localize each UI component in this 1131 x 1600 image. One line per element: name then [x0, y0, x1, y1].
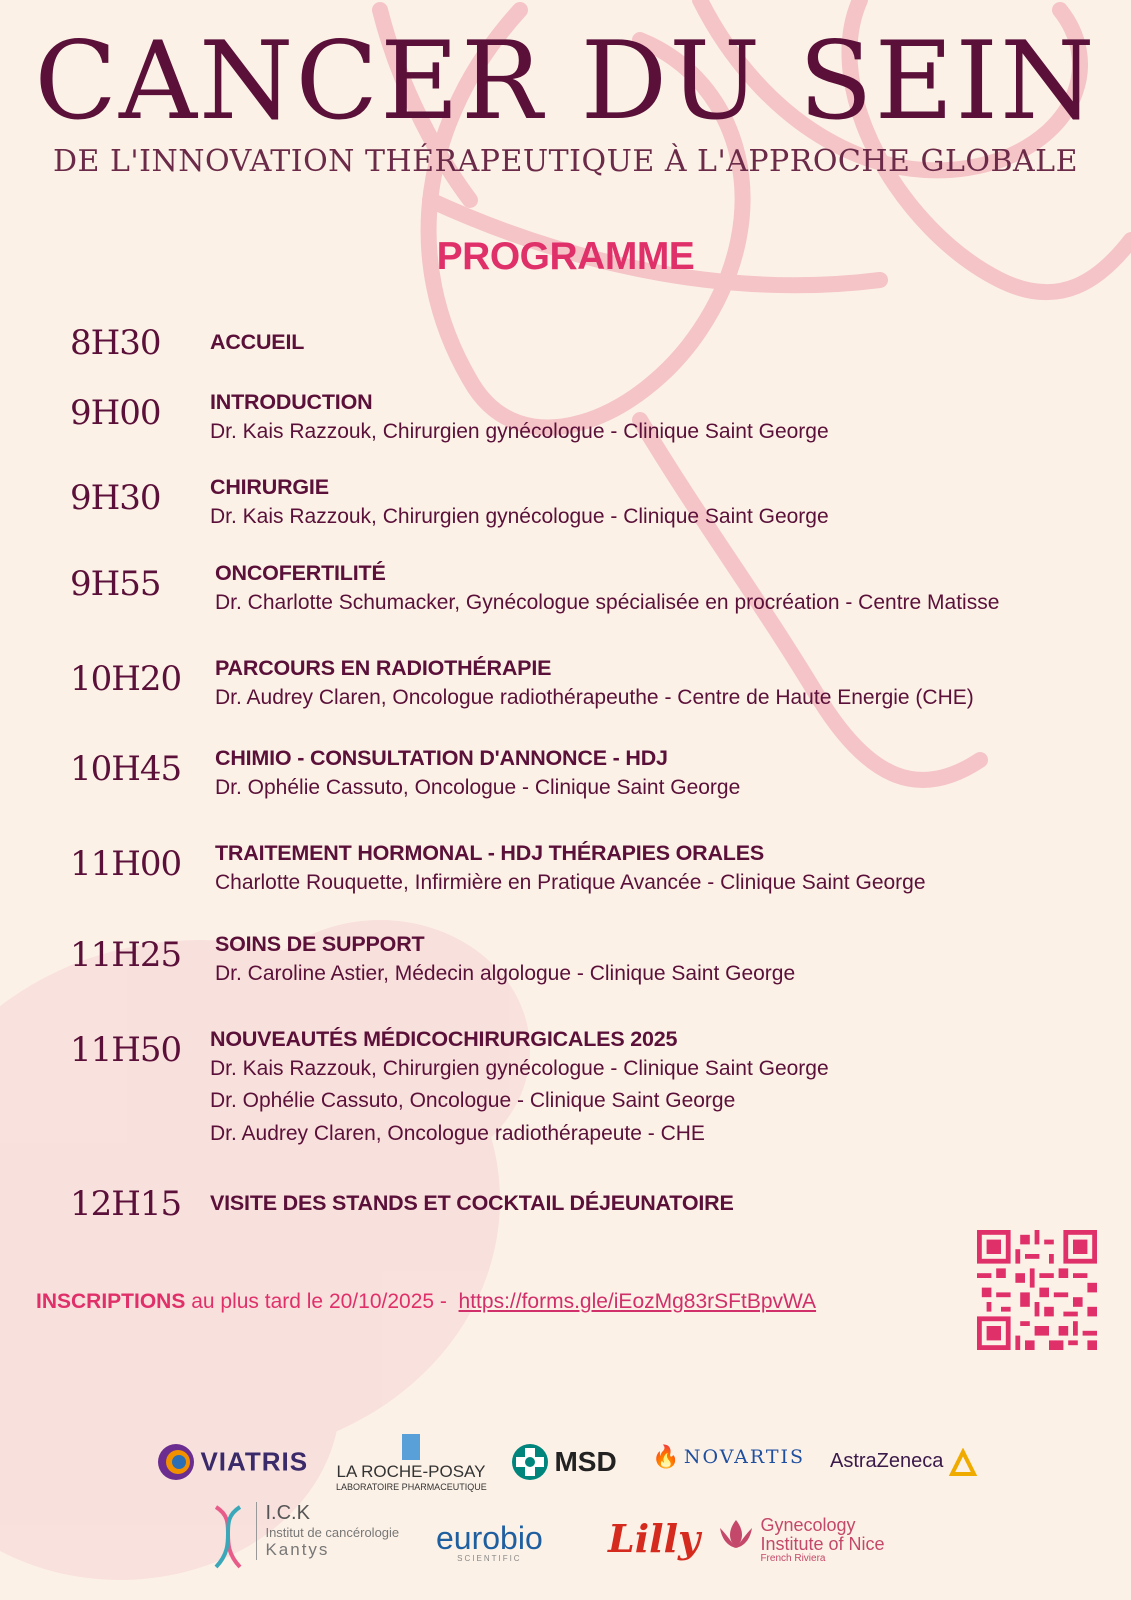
session-title: PARCOURS EN RADIOTHÉRAPIE [215, 656, 552, 680]
session-time: 9H00 [70, 393, 161, 433]
session-details [210, 390, 829, 448]
programme-heading: PROGRAMME [436, 235, 695, 278]
session-speaker: Dr. Kais Razzouk, Chirurgien gynécologue - Clinique Saint George [210, 419, 829, 443]
session-details [210, 475, 829, 533]
session-title: NOUVEAUTÉS MÉDICOCHIRURGICALES 2025 [210, 1027, 678, 1051]
registration-link[interactable]: https://forms.gle/iEozMg83rSFtBpvWA [458, 1290, 817, 1313]
viatris-name: VIATRIS [200, 1446, 309, 1477]
session-title: ONCOFERTILITÉ [215, 561, 386, 585]
gin-line3: French Riviera [760, 1552, 826, 1564]
session-time: 11H00 [70, 844, 182, 884]
session-speaker: Dr. Audrey Claren, Oncologue radiothérapeute - CHE [210, 1121, 705, 1145]
msd-name: MSD [554, 1446, 617, 1477]
session-title: ACCUEIL [210, 330, 305, 354]
session-time: 11H25 [70, 935, 182, 975]
session-speaker: Charlotte Rouquette, Infirmière en Pratique Avancée - Clinique Saint George [215, 870, 926, 894]
session-details [210, 330, 304, 356]
eurobio-sub: SCIENTIFIC [457, 1554, 522, 1563]
session-speaker: Dr. Caroline Astier, Médecin algologue - Clinique Saint George [215, 961, 796, 985]
novartis-flame-icon: 🔥 [652, 1444, 680, 1469]
lilly-name: Lilly [608, 1516, 701, 1561]
msd-logo [510, 1442, 617, 1482]
eurobio-logo [436, 1522, 543, 1563]
qr-code[interactable] [977, 1230, 1097, 1350]
novartis-name: NOVARTIS [683, 1446, 806, 1468]
session-details [215, 932, 795, 990]
session-details [215, 746, 740, 804]
eurobio-name: eurobio [436, 1520, 543, 1556]
session-speaker: Dr. Kais Razzouk, Chirurgien gynécologue - Clinique Saint George [210, 1056, 829, 1080]
session-title: CHIMIO - CONSULTATION D'ANNONCE - HDJ [215, 746, 668, 770]
session-title: INTRODUCTION [210, 390, 373, 414]
session-details [215, 561, 999, 619]
session-details [210, 1027, 829, 1150]
session-time: 10H45 [70, 749, 182, 789]
page-title: CANCER DU SEIN [34, 19, 1097, 144]
astrazeneca-logo [830, 1448, 978, 1478]
lilly-logo [608, 1516, 700, 1561]
astrazeneca-name: AstraZeneca [830, 1450, 944, 1473]
ick-name: I.C.K [265, 1502, 310, 1524]
page-subtitle: DE L'INNOVATION THÉRAPEUTIQUE À L'APPROCHE GLOBALE [53, 144, 1078, 179]
la-roche-posay-icon [402, 1434, 420, 1460]
session-time: 9H55 [70, 564, 161, 604]
session-time: 9H30 [70, 478, 161, 518]
registration-deadline: au plus tard le 20/10/2025 - [185, 1290, 459, 1313]
la-roche-posay-sub: LABORATOIRE PHARMACEUTIQUE [336, 1482, 487, 1492]
session-title: CHIRURGIE [210, 475, 329, 499]
gin-line2: Institute of Nice [760, 1533, 885, 1554]
registration-line [36, 1290, 816, 1314]
ick-logo [208, 1502, 399, 1572]
session-time: 10H20 [70, 659, 182, 699]
gin-line1: Gynecology [760, 1515, 856, 1535]
la-roche-posay-name: LA ROCHE-POSAY [336, 1462, 486, 1481]
session-time: 12H15 [70, 1184, 182, 1224]
ick-sub1: Institut de cancérologie [265, 1525, 400, 1540]
astrazeneca-icon [948, 1448, 978, 1478]
session-speaker: Dr. Audrey Claren, Oncologue radiothérapeuthe - Centre de Haute Energie (CHE) [215, 685, 974, 709]
session-details [215, 656, 974, 714]
gynecology-institute-logo [716, 1516, 885, 1564]
session-title: VISITE DES STANDS ET COCKTAIL DÉJEUNATOIRE [210, 1191, 734, 1215]
ick-dna-icon [208, 1502, 248, 1572]
session-time: 11H50 [70, 1030, 182, 1070]
session-speaker: Dr. Charlotte Schumacker, Gynécologue spécialisée en procréation - Centre Matisse [215, 590, 1000, 614]
viatris-logo [156, 1442, 308, 1482]
registration-label: INSCRIPTIONS [36, 1290, 186, 1313]
session-speaker: Dr. Ophélie Cassuto, Oncologue - Clinique Saint George [215, 775, 741, 799]
ick-sub2: Kantys [265, 1540, 330, 1559]
msd-icon [510, 1442, 550, 1482]
session-time: 8H30 [70, 323, 161, 363]
session-details [210, 1191, 734, 1217]
lotus-icon [716, 1516, 756, 1552]
session-details [215, 841, 926, 899]
session-title: TRAITEMENT HORMONAL - HDJ THÉRAPIES ORALES [215, 841, 765, 865]
session-title: SOINS DE SUPPORT [215, 932, 425, 956]
viatris-icon [156, 1442, 196, 1482]
session-speaker: Dr. Kais Razzouk, Chirurgien gynécologue - Clinique Saint George [210, 504, 829, 528]
novartis-logo [652, 1444, 805, 1470]
la-roche-posay-logo [336, 1434, 486, 1492]
session-speaker: Dr. Ophélie Cassuto, Oncologue - Clinique Saint George [210, 1089, 736, 1113]
